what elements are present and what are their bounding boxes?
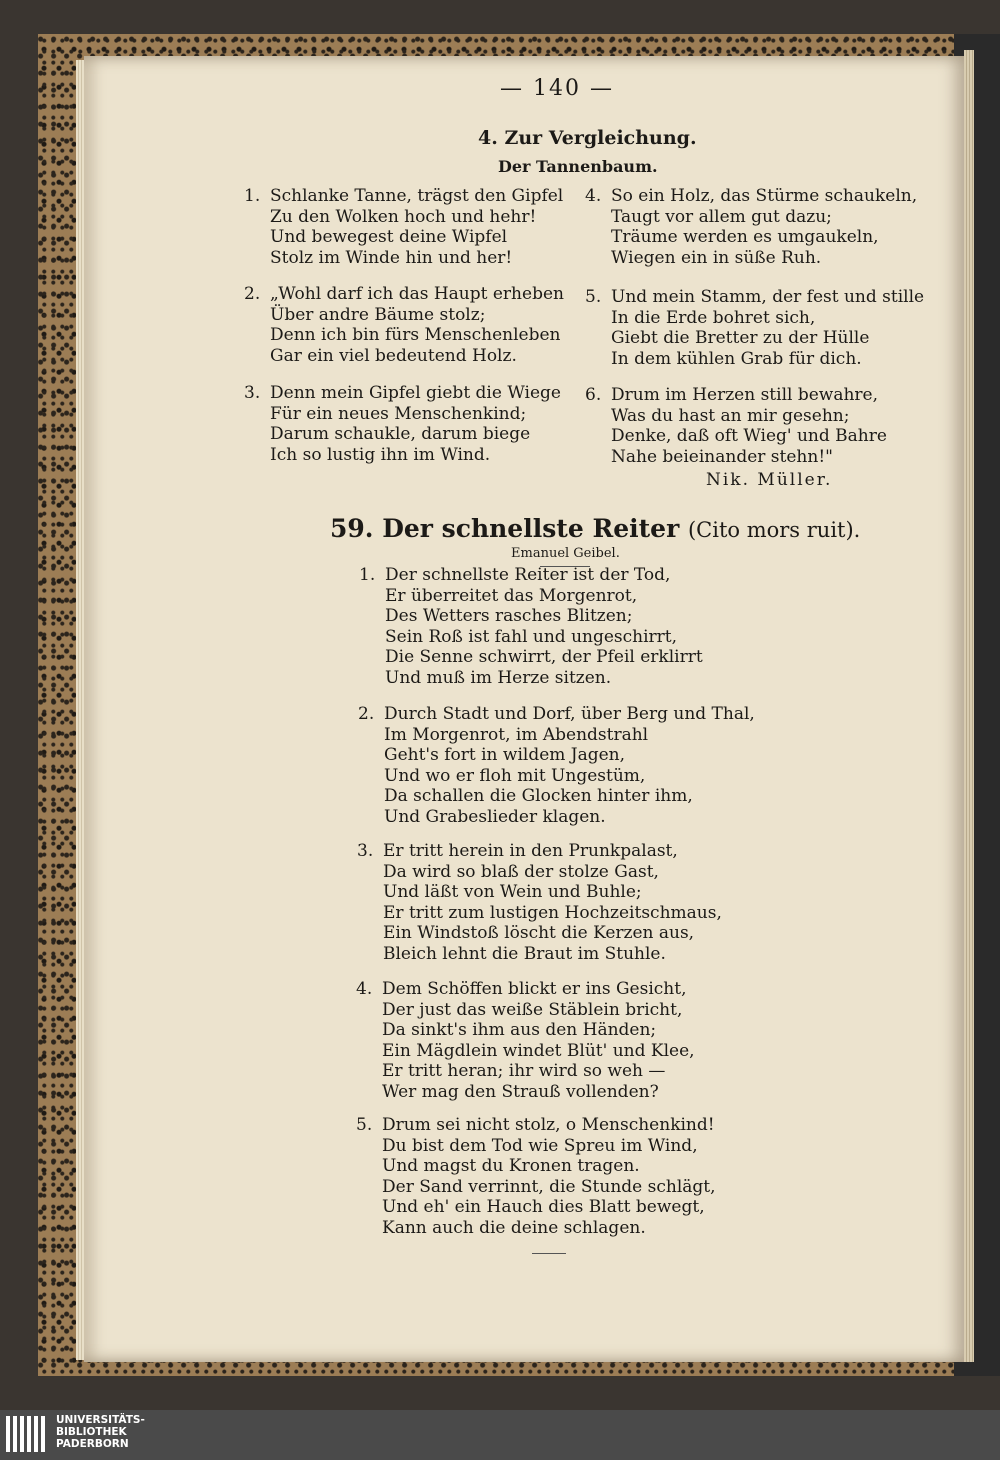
verse-line: Da wird so blaß der stolze Gast, <box>383 861 659 882</box>
stanza-number: 6. <box>585 385 602 405</box>
verse-line: Der schnellste Reiter ist der Tod, <box>385 565 671 585</box>
verse-line: Wiegen ein in süße Ruh. <box>611 247 822 268</box>
logo-line: PADERBORN <box>56 1438 129 1450</box>
verse-line: Für ein neues Menschenkind; <box>270 403 527 424</box>
verse-line: Im Morgenrot, im Abendstrahl <box>384 724 649 745</box>
end-rule <box>532 1253 566 1254</box>
verse-line: Denke, daß oft Wieg' und Bahre <box>611 426 887 446</box>
stanza-number: 2. <box>244 284 261 304</box>
verse-line: Er tritt heran; ihr wird so weh — <box>382 1061 666 1081</box>
stanza-number: 1. <box>359 565 376 585</box>
reiter-stanza-2 <box>358 704 755 827</box>
reiter-stanza-4 <box>356 979 695 1102</box>
stanza-number: 4. <box>356 979 373 999</box>
reiter-stanza-1 <box>359 565 703 688</box>
verse-line: Kann auch die deine schlagen. <box>382 1217 646 1238</box>
poem-title: Der Tannenbaum. <box>498 157 658 176</box>
library-footer-bar <box>0 1410 1000 1460</box>
verse-line: „Wohl darf ich das Haupt erheben <box>270 284 564 304</box>
chapter-title-main: 59. Der schnellste Reiter <box>330 514 680 543</box>
chapter-title-latin: (Cito mors ruit). <box>687 518 861 542</box>
tannenbaum-stanza-4 <box>585 186 918 268</box>
verse-line: Dem Schöffen blickt er ins Gesicht, <box>382 979 687 999</box>
verse-line: Die Senne schwirrt, der Pfeil erklirrt <box>385 647 703 667</box>
verse-line: Er überreitet das Morgenrot, <box>385 585 638 606</box>
verse-line: Wer mag den Strauß vollenden? <box>382 1081 659 1102</box>
verse-line: Denn mein Gipfel giebt die Wiege <box>270 383 561 403</box>
tannenbaum-stanza-1 <box>244 186 564 268</box>
verse-line: Geht's fort in wildem Jagen, <box>384 745 626 765</box>
verse-line: Und eh' ein Hauch dies Blatt bewegt, <box>382 1197 705 1217</box>
verse-line: Des Wetters rasches Blitzen; <box>385 606 633 626</box>
verse-line: Und bewegest deine Wipfel <box>270 227 508 247</box>
verse-line: Der just das weiße Stäblein bricht, <box>382 999 683 1020</box>
verse-line: Und wo er floh mit Ungestüm, <box>384 765 646 786</box>
reiter-stanza-5 <box>356 1115 716 1238</box>
verse-line: Drum sei nicht stolz, o Menschenkind! <box>382 1115 715 1135</box>
verse-line: Du bist dem Tod wie Spreu im Wind, <box>382 1135 698 1156</box>
verse-line: Und mein Stamm, der fest und stille <box>611 287 925 307</box>
verse-line: Der Sand verrinnt, die Stunde schlägt, <box>382 1176 716 1197</box>
verse-line: Er tritt herein in den Prunkpalast, <box>383 841 678 861</box>
verse-line: Taugt vor allem gut dazu; <box>611 206 832 227</box>
verse-line: Und muß im Herze sitzen. <box>385 667 612 688</box>
stanza-number: 2. <box>358 704 375 724</box>
verse-line: Schlanke Tanne, trägst den Gipfel <box>270 186 564 206</box>
verse-line: Ich so lustig ihn im Wind. <box>270 444 491 465</box>
verse-line: Und läßt von Wein und Buhle; <box>383 882 642 902</box>
verse-line: Bleich lehnt die Braut im Stuhle. <box>383 943 666 964</box>
verse-line: Da sinkt's ihm aus den Händen; <box>382 1020 657 1040</box>
verse-line: Giebt die Bretter zu der Hülle <box>611 328 870 348</box>
verse-line: In dem kühlen Grab für dich. <box>611 348 862 369</box>
tannenbaum-stanza-3 <box>244 383 561 465</box>
library-logo-text <box>56 1414 145 1450</box>
verse-line: Über andre Bäume stolz; <box>270 304 486 325</box>
stanza-number: 3. <box>244 383 261 403</box>
verse-line: Nahe beieinander stehn!" <box>611 446 833 467</box>
stanza-number: 4. <box>585 186 602 206</box>
verse-line: Was du hast an mir gesehn; <box>611 405 850 426</box>
chapter-author: Emanuel Geibel. <box>511 546 620 561</box>
verse-line: In die Erde bohret sich, <box>611 307 816 328</box>
verse-line: Und Grabeslieder klagen. <box>384 806 606 827</box>
page-edges-right <box>964 50 974 1362</box>
verse-line: Denn ich bin fürs Menschenleben <box>270 325 561 345</box>
poem-author: Nik. Müller. <box>706 470 833 490</box>
tannenbaum-stanza-5 <box>585 287 925 369</box>
verse-line: Er tritt zum lustigen Hochzeitschmaus, <box>383 902 722 923</box>
verse-line: Da schallen die Glocken hinter ihm, <box>384 786 693 806</box>
logo-line: UNIVERSITÄTS- <box>56 1414 145 1426</box>
verse-line: Ein Windstoß löscht die Kerzen aus, <box>383 923 695 943</box>
stanza-number: 5. <box>356 1115 373 1135</box>
section-title: 4. Zur Vergleichung. <box>478 127 697 149</box>
verse-line: Darum schaukle, darum biege <box>270 424 531 444</box>
verse-line: Zu den Wolken hoch und hehr! <box>270 206 537 227</box>
stanza-number: 5. <box>585 287 602 307</box>
library-logo-icon <box>4 1414 52 1454</box>
verse-line: Sein Roß ist fahl und ungeschirrt, <box>385 626 678 647</box>
stanza-number: 3. <box>357 841 374 861</box>
verse-line: Drum im Herzen still bewahre, <box>611 385 879 405</box>
verse-line: Träume werden es umgaukeln, <box>611 227 879 247</box>
verse-line: Gar ein viel bedeutend Holz. <box>270 345 517 366</box>
verse-line: So ein Holz, das Stürme schaukeln, <box>611 186 918 206</box>
tannenbaum-stanza-6 <box>585 385 887 467</box>
verse-line: Durch Stadt und Dorf, über Berg und Thal, <box>384 704 755 724</box>
chapter-title <box>330 514 860 543</box>
tannenbaum-stanza-2 <box>244 284 564 366</box>
verse-line: Stolz im Winde hin und her! <box>270 247 513 268</box>
logo-line: BIBLIOTHEK <box>56 1426 127 1438</box>
reiter-stanza-3 <box>357 841 722 964</box>
verse-line: Ein Mägdlein windet Blüt' und Klee, <box>382 1040 695 1061</box>
verse-line: Und magst du Kronen tragen. <box>382 1156 640 1176</box>
page-number: — 140 — <box>500 76 614 101</box>
stanza-number: 1. <box>244 186 261 206</box>
